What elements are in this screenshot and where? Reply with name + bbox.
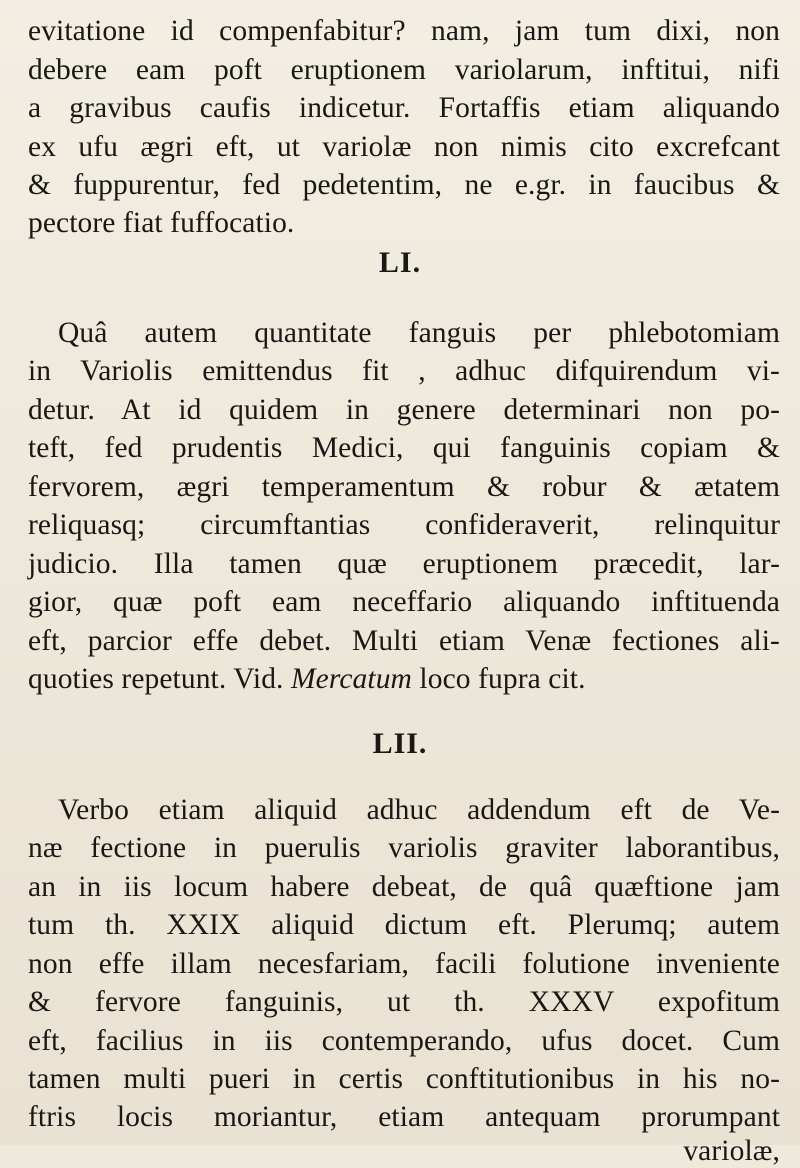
text-line: gior, quæ poft eam neceffario aliquando inftituenda [28, 586, 780, 618]
text-line: tum th. XXIX aliquid dictum eft. Plerumq; autem [28, 909, 780, 941]
text-fragment: quoties repetunt. Vid. [28, 663, 291, 695]
text-line: reliquasq; circumftantias confideraverit, relinquitur [28, 509, 780, 541]
text-line: evitatione id compenfabitur? nam, jam tum dixi, non [28, 15, 780, 47]
text-line: a gravibus caufis indicetur. Fortaffis etiam aliquando [28, 92, 780, 124]
text-fragment: loco fupra cit. [411, 663, 586, 695]
text-line: næ fectione in puerulis variolis graviter laborantibus, [28, 832, 780, 864]
text-line: detur. At id quidem in genere determinari non po- [28, 394, 780, 426]
text-line: ftris locis moriantur, etiam antequam prorumpant [28, 1101, 780, 1133]
text-line: eft, parcior effe debet. Multi etiam Venæ fectiones ali- [28, 625, 780, 657]
text-line [28, 662, 780, 696]
author-reference: Mercatum [291, 663, 412, 695]
section-heading-52: LII. [372, 727, 428, 760]
text-line: & fervore fanguinis, ut th. XXXV expofitum [28, 986, 780, 1018]
text-line: debere eam poft eruptionem variolarum, inftitui, nifi [28, 54, 780, 86]
text-line: ex ufu ægri eft, ut variolæ non nimis cito excrefcant [28, 131, 780, 163]
text-line: non effe illam necesfariam, facili folutione inveniente [28, 948, 780, 980]
text-line: judicio. Illa tamen quæ eruptionem præcedit, lar- [28, 548, 780, 580]
text-line: & fuppurentur, fed pedetentim, ne e.gr. in faucibus & [28, 169, 780, 201]
section-heading-51: LI. [378, 246, 422, 279]
text-line: teft, fed prudentis Medici, qui fanguinis copiam & [28, 432, 780, 464]
text-line: eft, facilius in iis contemperando, ufus docet. Cum [28, 1025, 780, 1057]
text-line: tamen multi pueri in certis conftitutionibus in his no- [28, 1063, 780, 1095]
text-line: in Variolis emittendus fit , adhuc difquirendum vi- [28, 355, 780, 387]
catchword: variolæ, [683, 1135, 780, 1167]
text-line: Verbo etiam aliquid adhuc addendum eft de Ve- [58, 794, 780, 826]
text-line: Quâ autem quantitate fanguis per phlebotomiam [58, 317, 780, 349]
text-line: pectore fiat fuffocatio. [28, 207, 295, 239]
text-line: fervorem, ægri temperamentum & robur & ætatem [28, 471, 780, 503]
text-line: an in iis locum habere debeat, de quâ quæftione jam [28, 871, 780, 903]
